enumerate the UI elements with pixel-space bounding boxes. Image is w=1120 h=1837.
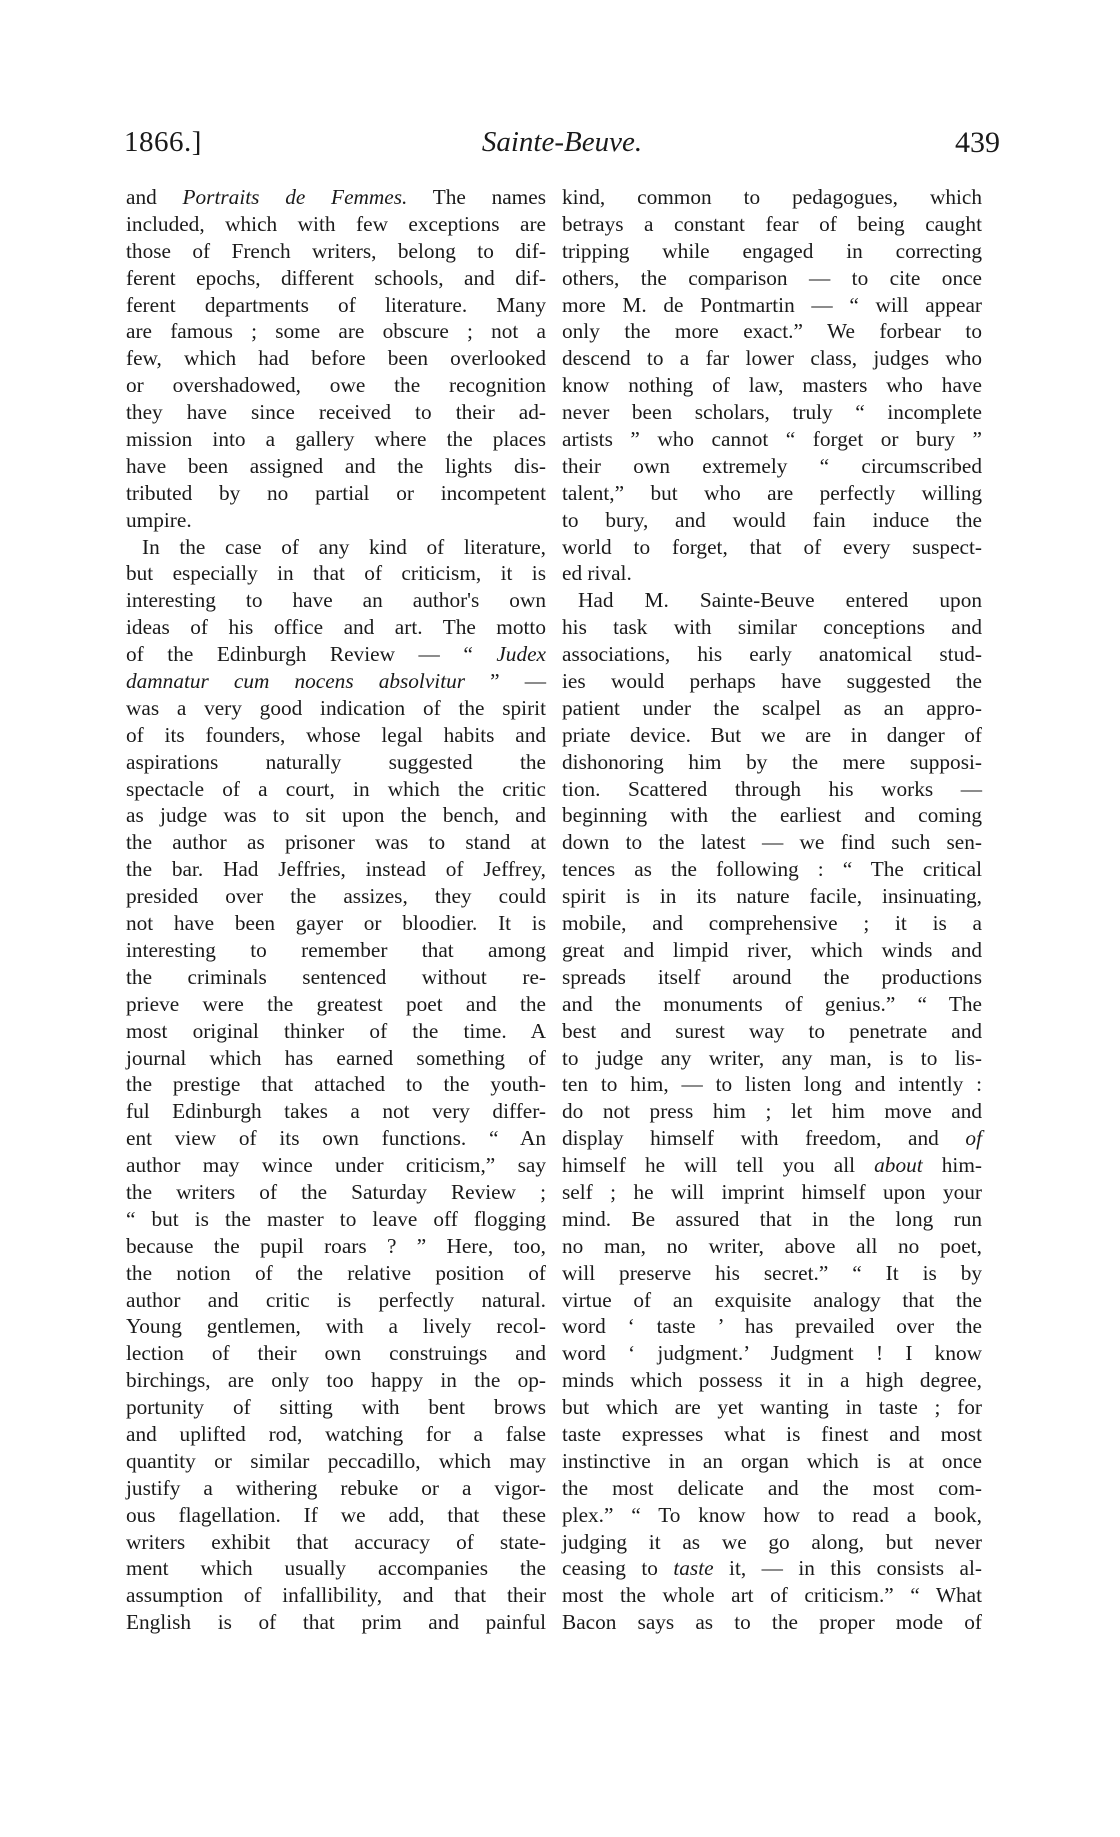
- text-line: assumption of infallibility, and that their: [126, 1583, 546, 1608]
- text-line: author may wince under criticism,” say: [126, 1153, 546, 1178]
- text-line: aspirations naturally suggested the: [126, 749, 546, 774]
- text-line: mission into a gallery where the places: [126, 427, 546, 452]
- text-line: display himself with freedom, and of: [562, 1126, 982, 1151]
- text-line: know nothing of law, masters who have: [562, 373, 982, 398]
- running-header: [124, 126, 1000, 166]
- header-year: 1866.]: [124, 126, 202, 158]
- text-line: spirit is in its nature facile, insinuating,: [562, 884, 982, 909]
- text-line: descend to a far lower class, judges who: [562, 346, 982, 371]
- text-line: presided over the assizes, they could: [126, 884, 546, 909]
- text-line: world to forget, that of every suspect-: [562, 534, 982, 559]
- text-line: ful Edinburgh takes a not very differ-: [126, 1099, 546, 1124]
- text-line: are famous ; some are obscure ; not a: [126, 319, 546, 344]
- text-line: they have since received to their ad-: [126, 400, 546, 425]
- text-line: artists ” who cannot “ forget or bury ”: [562, 427, 982, 452]
- text-line: birchings, are only too happy in the op-: [126, 1368, 546, 1393]
- header-title: Sainte-Beuve.: [481, 126, 643, 158]
- text-line: not have been gayer or bloodier. It is: [126, 911, 546, 936]
- text-line: the author as prisoner was to stand at: [126, 830, 546, 855]
- text-line: damnatur cum nocens absolvitur ” —: [126, 669, 546, 694]
- text-line: and Portraits de Femmes. The names: [126, 185, 546, 209]
- text-line: ed rival.: [562, 561, 632, 586]
- text-line: mobile, and comprehensive ; it is a: [562, 911, 982, 936]
- text-line: justify a withering rebuke or a vigor-: [126, 1475, 546, 1500]
- right-column: [562, 184, 982, 1636]
- text-line: have been assigned and the lights dis-: [126, 453, 546, 478]
- text-line: portunity of sitting with bent brows: [126, 1395, 546, 1420]
- text-line: ent view of its own functions. “ An: [126, 1126, 546, 1151]
- text-line: ten to him, — to listen long and intently :: [562, 1072, 982, 1097]
- text-line: ment which usually accompanies the: [126, 1556, 546, 1581]
- text-line: the notion of the relative position of: [126, 1260, 546, 1285]
- text-line: as judge was to sit upon the bench, and: [126, 803, 546, 828]
- text-line: umpire.: [126, 507, 192, 532]
- text-line: prieve were the greatest poet and the: [126, 991, 546, 1016]
- text-line: writers exhibit that accuracy of state-: [126, 1529, 546, 1554]
- text-line: best and surest way to penetrate and: [562, 1018, 982, 1043]
- text-line: ferent epochs, different schools, and dif-: [126, 265, 546, 290]
- text-line: because the pupil roars ? ” Here, too,: [126, 1233, 546, 1258]
- text-line: the prestige that attached to the youth-: [126, 1072, 546, 1097]
- text-line: betrays a constant fear of being caught: [562, 211, 982, 236]
- text-line: ous flagellation. If we add, that these: [126, 1502, 546, 1527]
- text-line: spreads itself around the productions: [562, 964, 982, 989]
- text-line: was a very good indication of the spirit: [126, 695, 546, 720]
- text-line: do not press him ; let him move and: [562, 1099, 982, 1124]
- text-line: but which are yet wanting in taste ; for: [562, 1395, 982, 1420]
- text-line: others, the comparison — to cite once: [562, 265, 982, 290]
- text-line: more M. de Pontmartin — “ will appear: [562, 292, 982, 317]
- text-line: included, which with few exceptions are: [126, 211, 546, 236]
- text-line: tributed by no partial or incompetent: [126, 480, 546, 505]
- text-line: the bar. Had Jeffries, instead of Jeffrey,: [126, 857, 546, 882]
- text-line: plex.” “ To know how to read a book,: [562, 1502, 982, 1527]
- text-line: journal which has earned something of: [126, 1045, 546, 1070]
- text-line: no man, no writer, above all no poet,: [562, 1233, 982, 1258]
- text-line: his task with similar conceptions and: [562, 615, 982, 640]
- text-line: or overshadowed, owe the recognition: [126, 373, 546, 398]
- text-line: to bury, and would fain induce the: [562, 507, 982, 532]
- text-line: kind, common to pedagogues, which: [562, 185, 982, 209]
- text-line: Had M. Sainte-Beuve entered upon: [578, 588, 982, 613]
- page-number: 439: [955, 126, 1000, 159]
- left-column: [126, 184, 546, 1636]
- text-line: English is of that prim and painful: [126, 1610, 546, 1635]
- text-line: will preserve his secret.” “ It is by: [562, 1260, 982, 1285]
- text-line: author and critic is perfectly natural.: [126, 1287, 546, 1312]
- text-line: mind. Be assured that in the long run: [562, 1206, 982, 1231]
- text-line: most the whole art of criticism.” “ What: [562, 1583, 982, 1608]
- text-line: never been scholars, truly “ incomplete: [562, 400, 982, 425]
- text-line: down to the latest — we find such sen-: [562, 830, 982, 855]
- text-line: lection of their own construings and: [126, 1341, 546, 1366]
- text-line: himself he will tell you all about him-: [562, 1153, 982, 1178]
- text-line: In the case of any kind of literature,: [142, 534, 546, 559]
- text-line: patient under the scalpel as an appro-: [562, 695, 982, 720]
- text-line: judging it as we go along, but never: [562, 1529, 982, 1554]
- text-line: instinctive in an organ which is at once: [562, 1448, 982, 1473]
- text-line: tion. Scattered through his works —: [562, 776, 982, 801]
- text-line: but especially in that of criticism, it is: [126, 561, 546, 586]
- text-line: few, which had before been overlooked: [126, 346, 546, 371]
- text-line: those of French writers, belong to dif-: [126, 238, 546, 263]
- text-line: the writers of the Saturday Review ;: [126, 1179, 546, 1204]
- text-line: their own extremely “ circumscribed: [562, 453, 982, 478]
- text-line: talent,” but who are perfectly willing: [562, 480, 982, 505]
- text-line: ceasing to taste it, — in this consists al-: [562, 1556, 982, 1581]
- text-line: the most delicate and the most com-: [562, 1475, 982, 1500]
- text-line: priate device. But we are in danger of: [562, 722, 982, 747]
- text-line: ideas of his office and art. The motto: [126, 615, 546, 640]
- text-line: interesting to remember that among: [126, 937, 546, 962]
- text-line: ferent departments of literature. Many: [126, 292, 546, 317]
- text-line: associations, his early anatomical stud-: [562, 642, 982, 667]
- text-line: taste expresses what is finest and most: [562, 1421, 982, 1446]
- text-line: dishonoring him by the mere supposi-: [562, 749, 982, 774]
- text-line: interesting to have an author's own: [126, 588, 546, 613]
- text-line: beginning with the earliest and coming: [562, 803, 982, 828]
- text-line: quantity or similar peccadillo, which may: [126, 1448, 546, 1473]
- text-line: virtue of an exquisite analogy that the: [562, 1287, 982, 1312]
- text-line: word ‘ judgment.’ Judgment ! I know: [562, 1341, 982, 1366]
- text-line: and uplifted rod, watching for a false: [126, 1421, 546, 1446]
- text-line: ies would perhaps have suggested the: [562, 669, 982, 694]
- text-line: Young gentlemen, with a lively recol-: [126, 1314, 546, 1339]
- text-line: of its founders, whose legal habits and: [126, 722, 546, 747]
- text-line: spectacle of a court, in which the critic: [126, 776, 546, 801]
- text-line: to judge any writer, any man, is to lis-: [562, 1045, 982, 1070]
- text-line: “ but is the master to leave off flogging: [126, 1206, 546, 1231]
- text-line: only the more exact.” We forbear to: [562, 319, 982, 344]
- text-line: word ‘ taste ’ has prevailed over the: [562, 1314, 982, 1339]
- text-line: minds which possess it in a high degree,: [562, 1368, 982, 1393]
- text-line: self ; he will imprint himself upon your: [562, 1179, 982, 1204]
- text-line: of the Edinburgh Review — “ Judex: [126, 642, 546, 667]
- text-line: the criminals sentenced without re-: [126, 964, 546, 989]
- text-line: tripping while engaged in correcting: [562, 238, 982, 263]
- text-line: great and limpid river, which winds and: [562, 937, 982, 962]
- text-line: most original thinker of the time. A: [126, 1018, 546, 1043]
- text-line: and the monuments of genius.” “ The: [562, 991, 982, 1016]
- text-line: tences as the following : “ The critical: [562, 857, 982, 882]
- text-line: Bacon says as to the proper mode of: [562, 1610, 982, 1635]
